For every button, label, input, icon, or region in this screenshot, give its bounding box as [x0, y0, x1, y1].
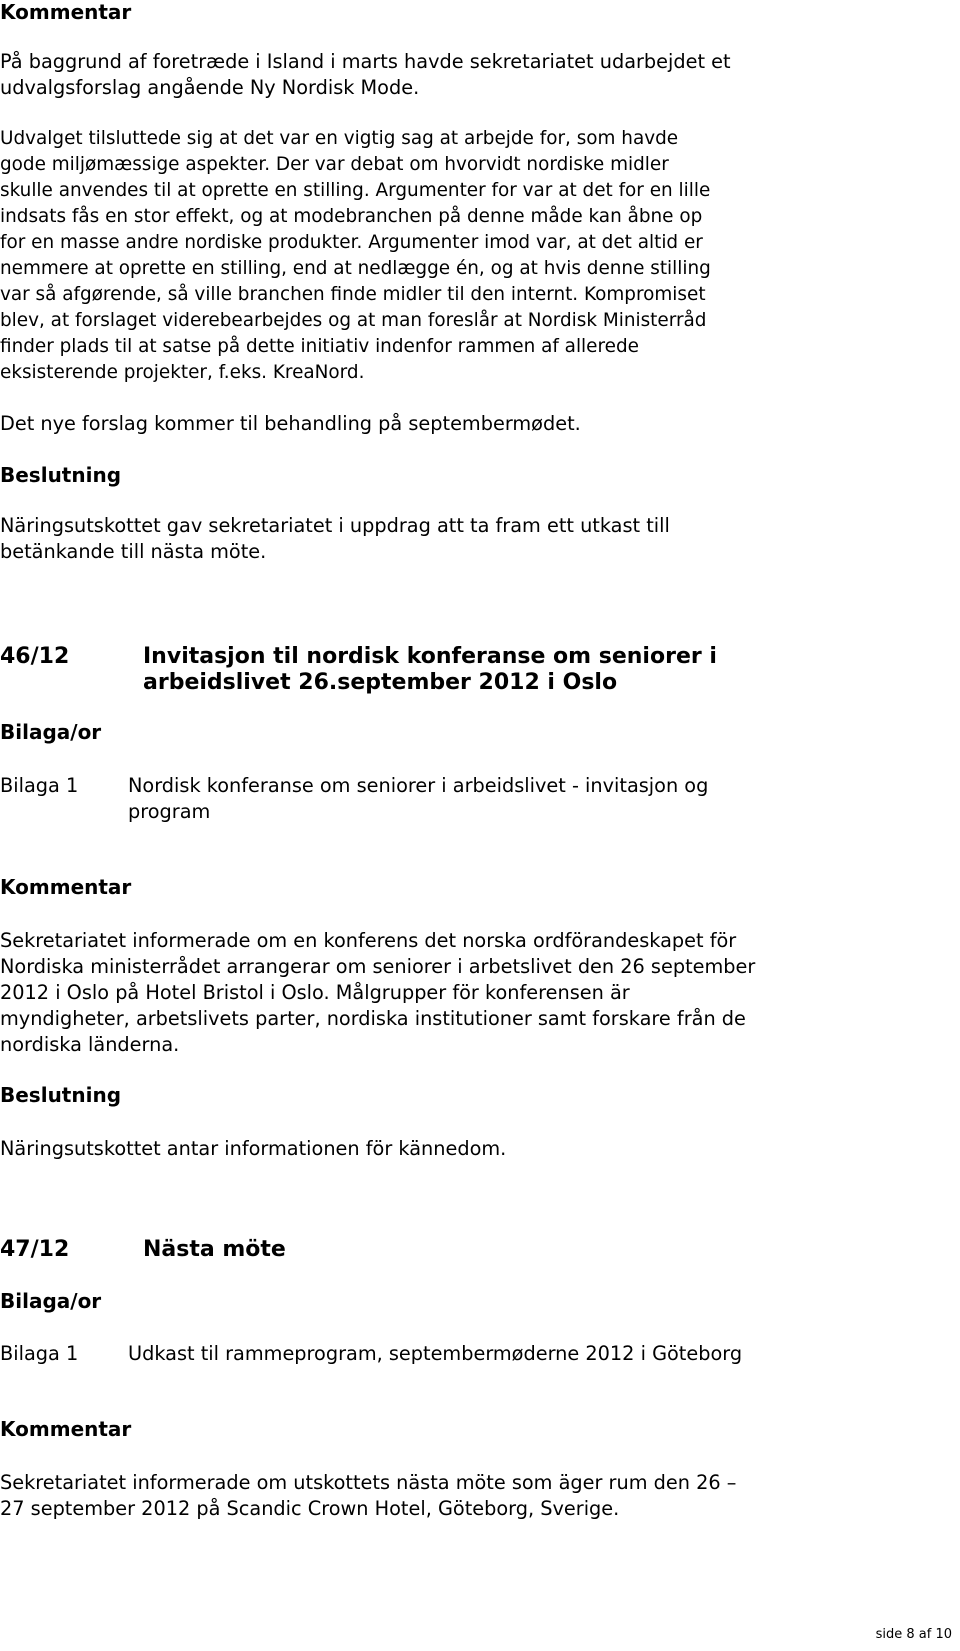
text-line: Näringsutskottet gav sekretariatet i uppdrag att ta fram ett utkast till [0, 514, 670, 537]
kommentar-heading: Kommentar [0, 1417, 132, 1441]
item-47-title: Nästa möte [143, 1237, 286, 1262]
item-46-number: 46/12 [0, 644, 70, 669]
text-line: Udvalget tilsluttede sig at det var en vigtig sag at arbejde for, som havde [0, 128, 679, 149]
text-line: Nordiska ministerrådet arrangerar om seniorer i arbetslivet den 26 september [0, 955, 756, 978]
text-line: 27 september 2012 på Scandic Crown Hotel, Göteborg, Sverige. [0, 1497, 620, 1520]
bilaga-label: Bilaga 1 [0, 1342, 79, 1365]
beslutning-text: Näringsutskottet antar informationen för kännedom. [0, 1137, 507, 1160]
text-line: På baggrund af foretræde i Island i marts havde sekretariatet udarbejdet et [0, 50, 731, 73]
text-line: nemmere at oprette en stilling, end at nedlægge én, og at hvis denne stilling [0, 258, 711, 279]
text-line: eksisterende projekter, f.eks. KreaNord. [0, 362, 365, 383]
text-line: finder plads til at satse på dette initiativ indenfor rammen af allerede [0, 336, 639, 357]
bilaga-label: Bilaga 1 [0, 774, 79, 797]
text-line: myndigheter, arbetslivets parter, nordiska institutioner samt forskare från de [0, 1007, 746, 1030]
text-line: nordiska länderna. [0, 1033, 180, 1056]
text-line: program [128, 800, 211, 823]
text-line: Sekretariatet informerade om en konferens det norska ordförandeskapet för [0, 929, 737, 952]
bilaga-1-title: Udkast til rammeprogram, septembermøderne 2012 i Göteborg [128, 1342, 743, 1365]
kommentar-heading: Kommentar [0, 875, 132, 899]
text-line: var så afgørende, så ville branchen finde midler til den internt. Kompromiset [0, 284, 706, 305]
title-line: arbeidslivet 26.september 2012 i Oslo [143, 670, 618, 695]
bilaga-heading: Bilaga/or [0, 720, 102, 744]
text-line: for en masse andre nordiske produkter. Argumenter imod var, at det altid er [0, 232, 703, 253]
text-line: skulle anvendes til at oprette en stilling. Argumenter for var at det for en lille [0, 180, 711, 201]
text-line: gode miljømæssige aspekter. Der var debat om hvorvidt nordiske midler [0, 154, 669, 175]
intro-paragraph-3: Det nye forslag kommer til behandling på septembermødet. [0, 412, 581, 435]
beslutning-heading: Beslutning [0, 1083, 122, 1107]
beslutning-heading: Beslutning [0, 463, 122, 487]
text-line: udvalgsforslag angående Ny Nordisk Mode. [0, 76, 420, 99]
text-line: blev, at forslaget viderebearbejdes og at man foreslår at Nordisk Ministerråd [0, 310, 707, 331]
item-47-number: 47/12 [0, 1237, 70, 1262]
page-number: side 8 af 10 [875, 1627, 952, 1642]
text-line: betänkande till nästa möte. [0, 540, 267, 563]
text-line: 2012 i Oslo på Hotel Bristol i Oslo. Målgrupper för konferensen är [0, 981, 630, 1004]
text-line: Nordisk konferanse om seniorer i arbeidslivet - invitasjon og [128, 774, 709, 797]
text-line: indsats fås en stor effekt, og at modebranchen på denne måde kan åbne op [0, 206, 703, 227]
bilaga-heading: Bilaga/or [0, 1289, 102, 1313]
title-line: Invitasjon til nordisk konferanse om seniorer i [143, 644, 717, 669]
text-line: Sekretariatet informerade om utskottets nästa möte som äger rum den 26 – [0, 1471, 737, 1494]
kommentar-heading: Kommentar [0, 0, 132, 24]
